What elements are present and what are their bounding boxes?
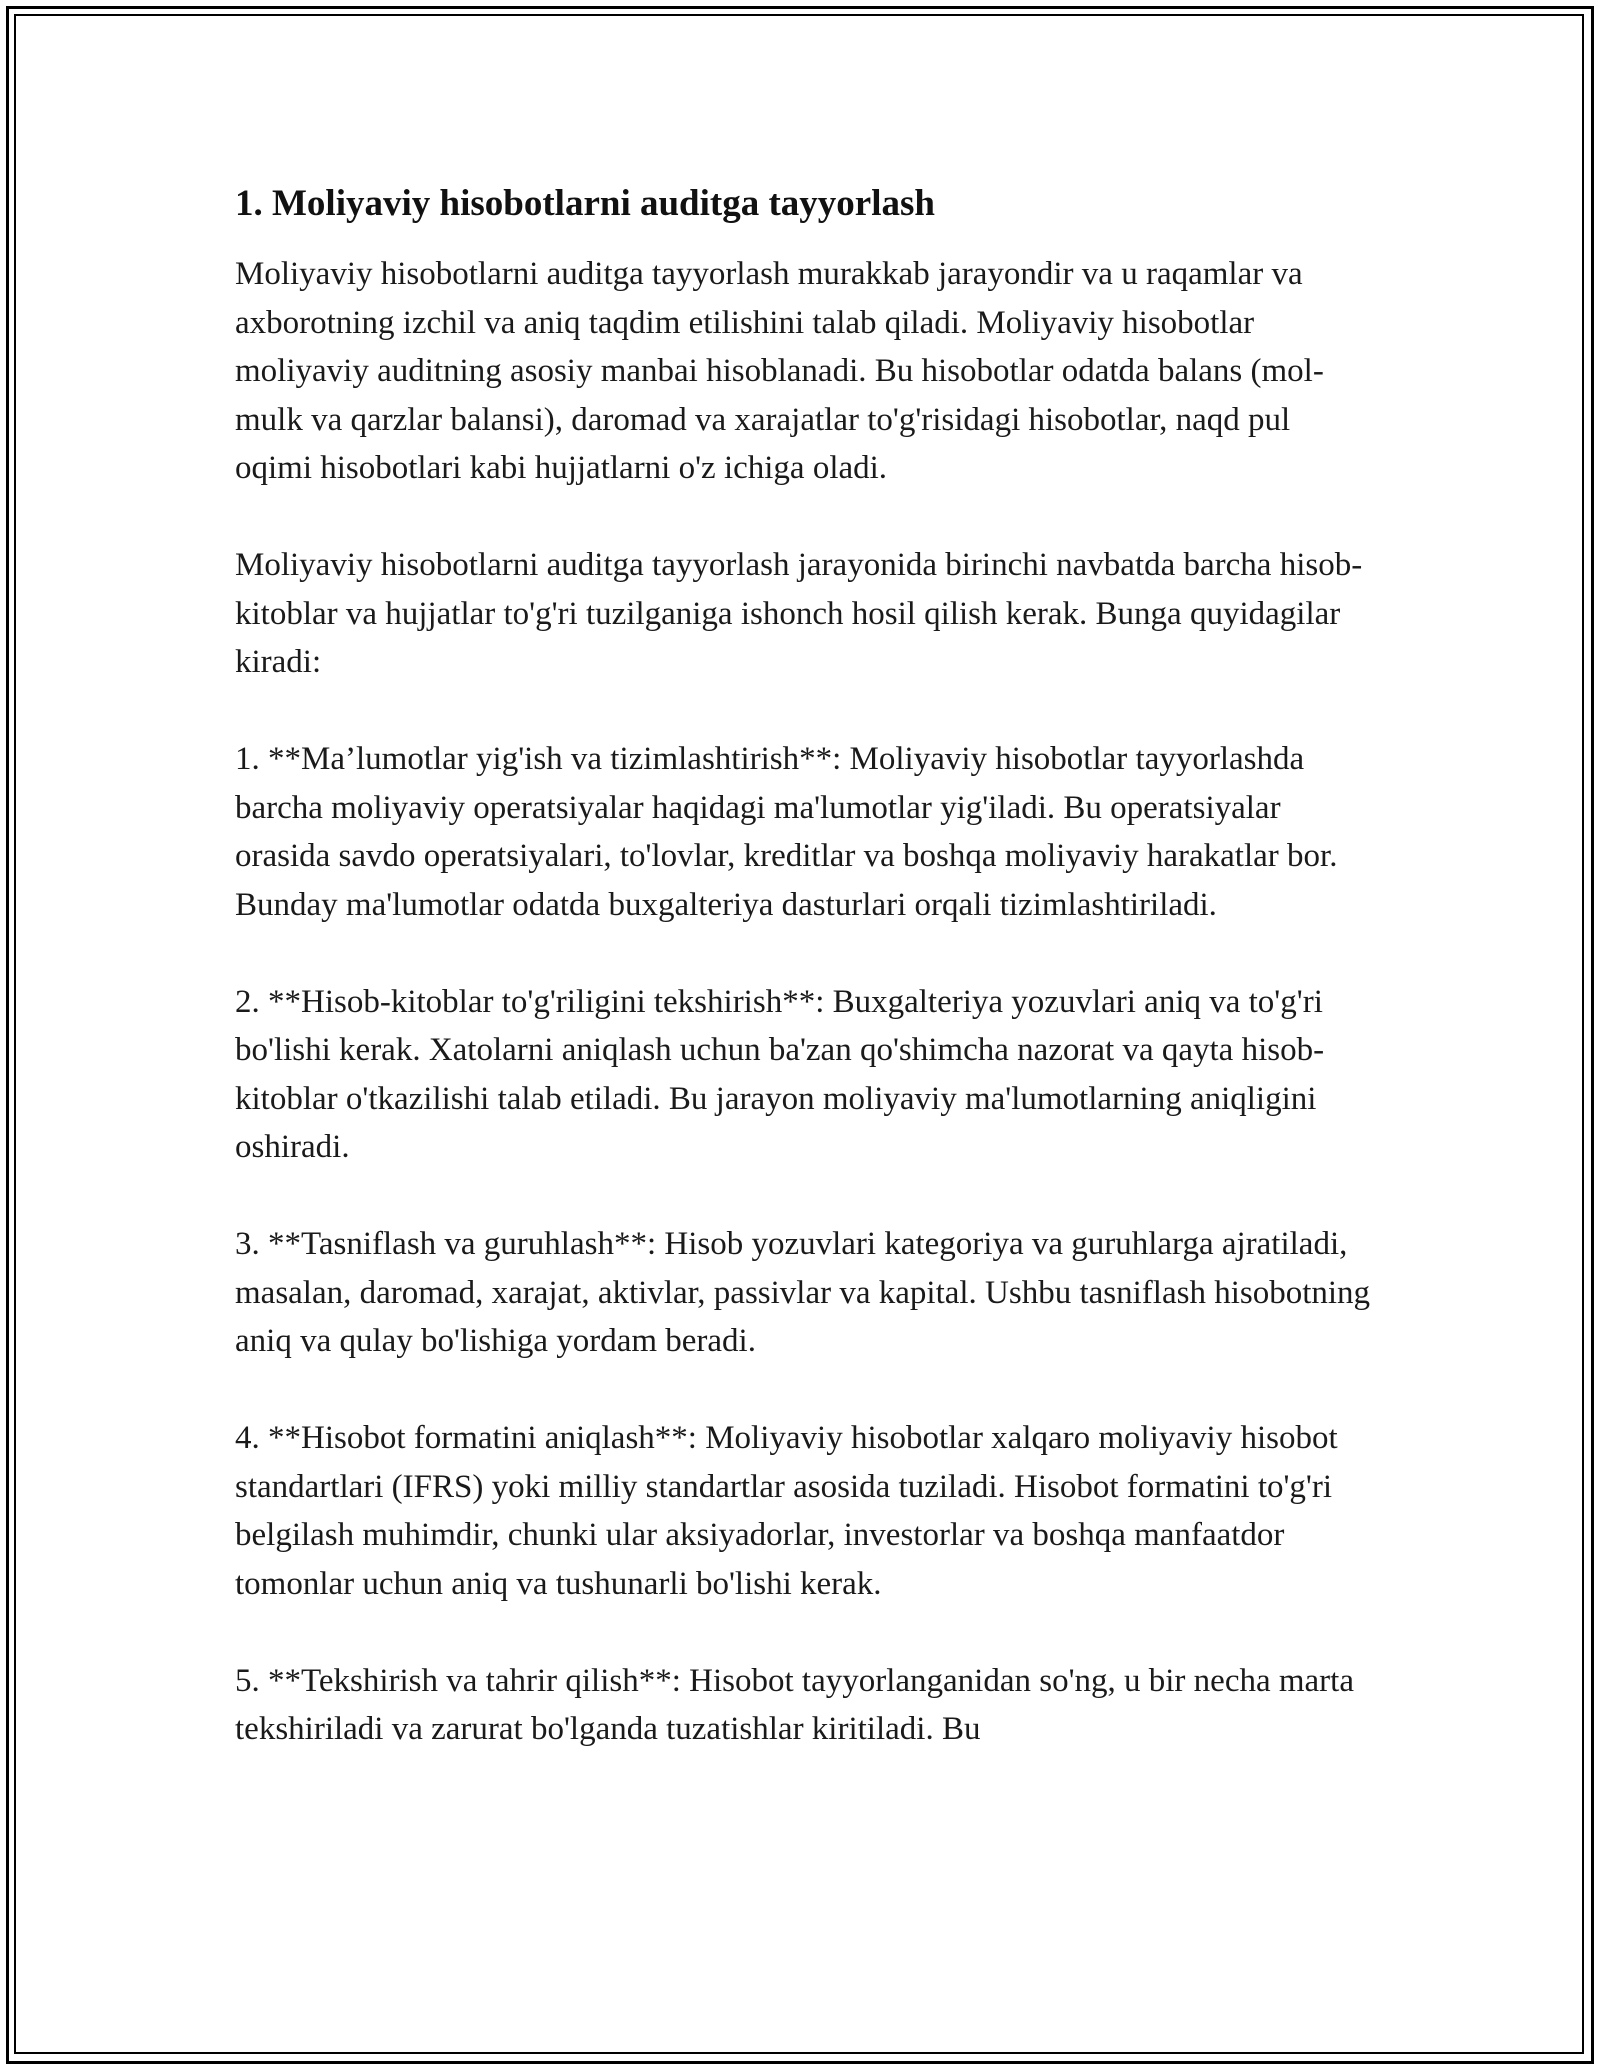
list-item-1: 1. **Ma’lumotlar yig'ish va tizimlashtirish**: Moliyaviy hisobotlar tayyorlashda barcha moliyaviy operatsiyalar haqidagi ma'lumotlar yig'iladi. Bu operatsiyalar orasida savdo operatsiyalari, to'lovlar, kreditlar va boshqa moliyaviy harakatlar bor. Bunday ma'lumotlar odatda buxgalteriya dasturlari orqali tizimlashtiriladi. bbox=[235, 741, 1338, 923]
section-heading: 1. Moliyaviy hisobotlarni auditga tayyorlash bbox=[235, 183, 935, 224]
list-item-3: 3. **Tasniflash va guruhlash**: Hisob yozuvlari kategoriya va guruhlarga ajratiladi, masalan, daromad, xarajat, aktivlar, passivlar va kapital. Ushbu tasniflash hisobotning aniq va qulay bo'lishiga yordam beradi. bbox=[235, 1226, 1371, 1359]
document-body bbox=[235, 180, 1375, 1754]
list-item-5: 5. **Tekshirish va tahrir qilish**: Hisobot tayyorlanganidan so'ng, u bir necha marta tekshiriladi va zarurat bo'lganda tuzatishlar kiritiladi. Bu bbox=[235, 1662, 1354, 1747]
paragraph-process: Moliyaviy hisobotlarni auditga tayyorlash jarayonida birinchi navbatda barcha hisob-kitoblar va hujjatlar to'g'ri tuzilganiga ishonch hosil qilish kerak. Bunga quyidagilar kiradi: bbox=[235, 547, 1363, 680]
list-item-2: 2. **Hisob-kitoblar to'g'riligini tekshirish**: Buxgalteriya yozuvlari aniq va to'g'ri bo'lishi kerak. Xatolarni aniqlash uchun ba'zan qo'shimcha nazorat va qayta hisob-kitoblar o'tkazilishi talab etiladi. Bu jarayon moliyaviy ma'lumotlarning aniqligini oshiradi. bbox=[235, 983, 1325, 1165]
list-item-4: 4. **Hisobot formatini aniqlash**: Moliyaviy hisobotlar xalqaro moliyaviy hisobot standartlari (IFRS) yoki milliy standartlar asosida tuziladi. Hisobot formatini to'g'ri belgilash muhimdir, chunki ular aksiyadorlar, investorlar va boshqa manfaatdor tomonlar uchun aniq va tushunarli bo'lishi kerak. bbox=[235, 1420, 1338, 1602]
paragraph-intro: Moliyaviy hisobotlarni auditga tayyorlash murakkab jarayondir va u raqamlar va axborotning izchil va aniq taqdim etilishini talab qiladi. Moliyaviy hisobotlar moliyaviy auditning asosiy manbai hisoblanadi. Bu hisobotlar odatda balans (mol-mulk va qarzlar balansi), daromad va xarajatlar to'g'risidagi hisobotlar, naqd pul oqimi hisobotlari kabi hujjatlarni o'z ichiga oladi. bbox=[235, 256, 1324, 486]
